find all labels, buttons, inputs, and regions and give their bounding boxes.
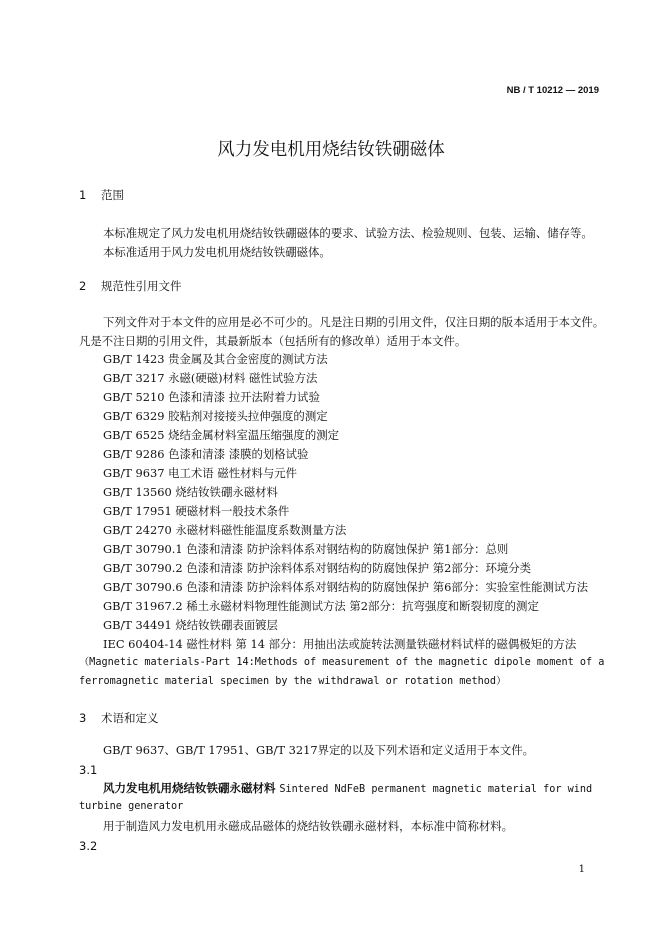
reference-item-iec-english: （Magnetic materials-Part 14:Methods of measurement of the magnetic dipole moment of a <box>79 657 605 668</box>
section-3-title: 术语和定义 <box>101 711 159 725</box>
section-1-paragraph: 本标准规定了风力发电机用烧结钕铁硼磁体的要求、试验方法、检验规则、包装、运输、储存等。 <box>103 226 593 240</box>
section-1-number: 1 <box>79 188 87 202</box>
section-3-heading <box>79 710 159 726</box>
section-1-paragraph: 本标准适用于风力发电机用烧结钕铁硼磁体。 <box>103 245 331 259</box>
section-2-heading <box>79 278 182 294</box>
reference-item: GB/T 30790.2 色漆和清漆 防护涂料体系对钢结构的防腐蚀保护 第2部分：环境分类 <box>103 561 532 575</box>
reference-item: GB/T 9637 电工术语 磁性材料与元件 <box>103 466 298 480</box>
section-3-number: 3 <box>79 711 87 725</box>
reference-item: GB/T 5210 色漆和清漆 拉开法附着力试验 <box>103 390 320 404</box>
term-3-1-line <box>103 780 592 798</box>
reference-item: GB/T 31967.2 稀土永磁材料物理性能测试方法 第2部分：抗弯强度和断裂韧度的测定 <box>103 599 539 613</box>
reference-item: GB/T 17951 硬磁材料一般技术条件 <box>103 504 290 518</box>
reference-item: GB/T 9286 色漆和清漆 漆膜的划格试验 <box>103 447 309 461</box>
section-2-intro: 凡是不注日期的引用文件，其最新版本（包括所有的修改单）适用于本文件。 <box>79 334 467 348</box>
section-1-title: 范围 <box>101 188 124 202</box>
reference-item-iec-english: ferromagnetic material specimen by the withdrawal or rotation method） <box>79 676 507 687</box>
term-number: 3.2 <box>79 839 98 853</box>
standard-number: NB / T 10212 — 2019 <box>506 85 599 96</box>
reference-item: GB/T 6329 胶粘剂对接接头拉伸强度的测定 <box>103 409 328 423</box>
document-title: 风力发电机用烧结钕铁硼磁体 <box>217 140 445 160</box>
term-number: 3.1 <box>79 763 98 777</box>
reference-item: GB/T 1423 贵金属及其合金密度的测试方法 <box>103 352 328 366</box>
reference-item: GB/T 30790.6 色漆和清漆 防护涂料体系对钢结构的防腐蚀保护 第6部分：实验室性能测试方法 <box>103 580 589 594</box>
reference-item: GB/T 34491 烧结钕铁硼表面镀层 <box>103 618 278 632</box>
section-2-intro: 下列文件对于本文件的应用是必不可少的。凡是注日期的引用文件，仅注日期的版本适用于本文件。 <box>103 315 605 329</box>
page-number: 1 <box>578 864 585 875</box>
reference-item: GB/T 6525 烧结金属材料室温压缩强度的测定 <box>103 428 339 442</box>
term-3-1-chinese: 风力发电机用烧结钕铁硼永磁材料 <box>103 781 276 795</box>
section-3-intro: GB/T 9637、GB/T 17951、GB/T 3217界定的以及下列术语和定义适用于本文件。 <box>103 743 534 757</box>
term-3-1-english: Sintered NdFeB permanent magnetic material for wind <box>279 784 593 795</box>
reference-item-iec: IEC 60404-14 磁性材料 第 14 部分：用抽出法或旋转法测量铁磁材料试样的磁偶极矩的方法 <box>103 637 577 651</box>
section-1-heading <box>79 187 124 203</box>
reference-item: GB/T 3217 永磁(硬磁)材料 磁性试验方法 <box>103 371 318 385</box>
section-2-number: 2 <box>79 279 87 293</box>
reference-item: GB/T 24270 永磁材料磁性能温度系数测量方法 <box>103 523 347 537</box>
reference-item: GB/T 13560 烧结钕铁硼永磁材料 <box>103 485 278 499</box>
term-3-1-definition: 用于制造风力发电机用永磁成品磁体的烧结钕铁硼永磁材料，本标准中简称材料。 <box>103 819 514 833</box>
term-3-1-english-cont: turbine generator <box>79 801 184 812</box>
reference-item: GB/T 30790.1 色漆和清漆 防护涂料体系对钢结构的防腐蚀保护 第1部分：总则 <box>103 542 509 556</box>
section-2-title: 规范性引用文件 <box>101 279 182 293</box>
